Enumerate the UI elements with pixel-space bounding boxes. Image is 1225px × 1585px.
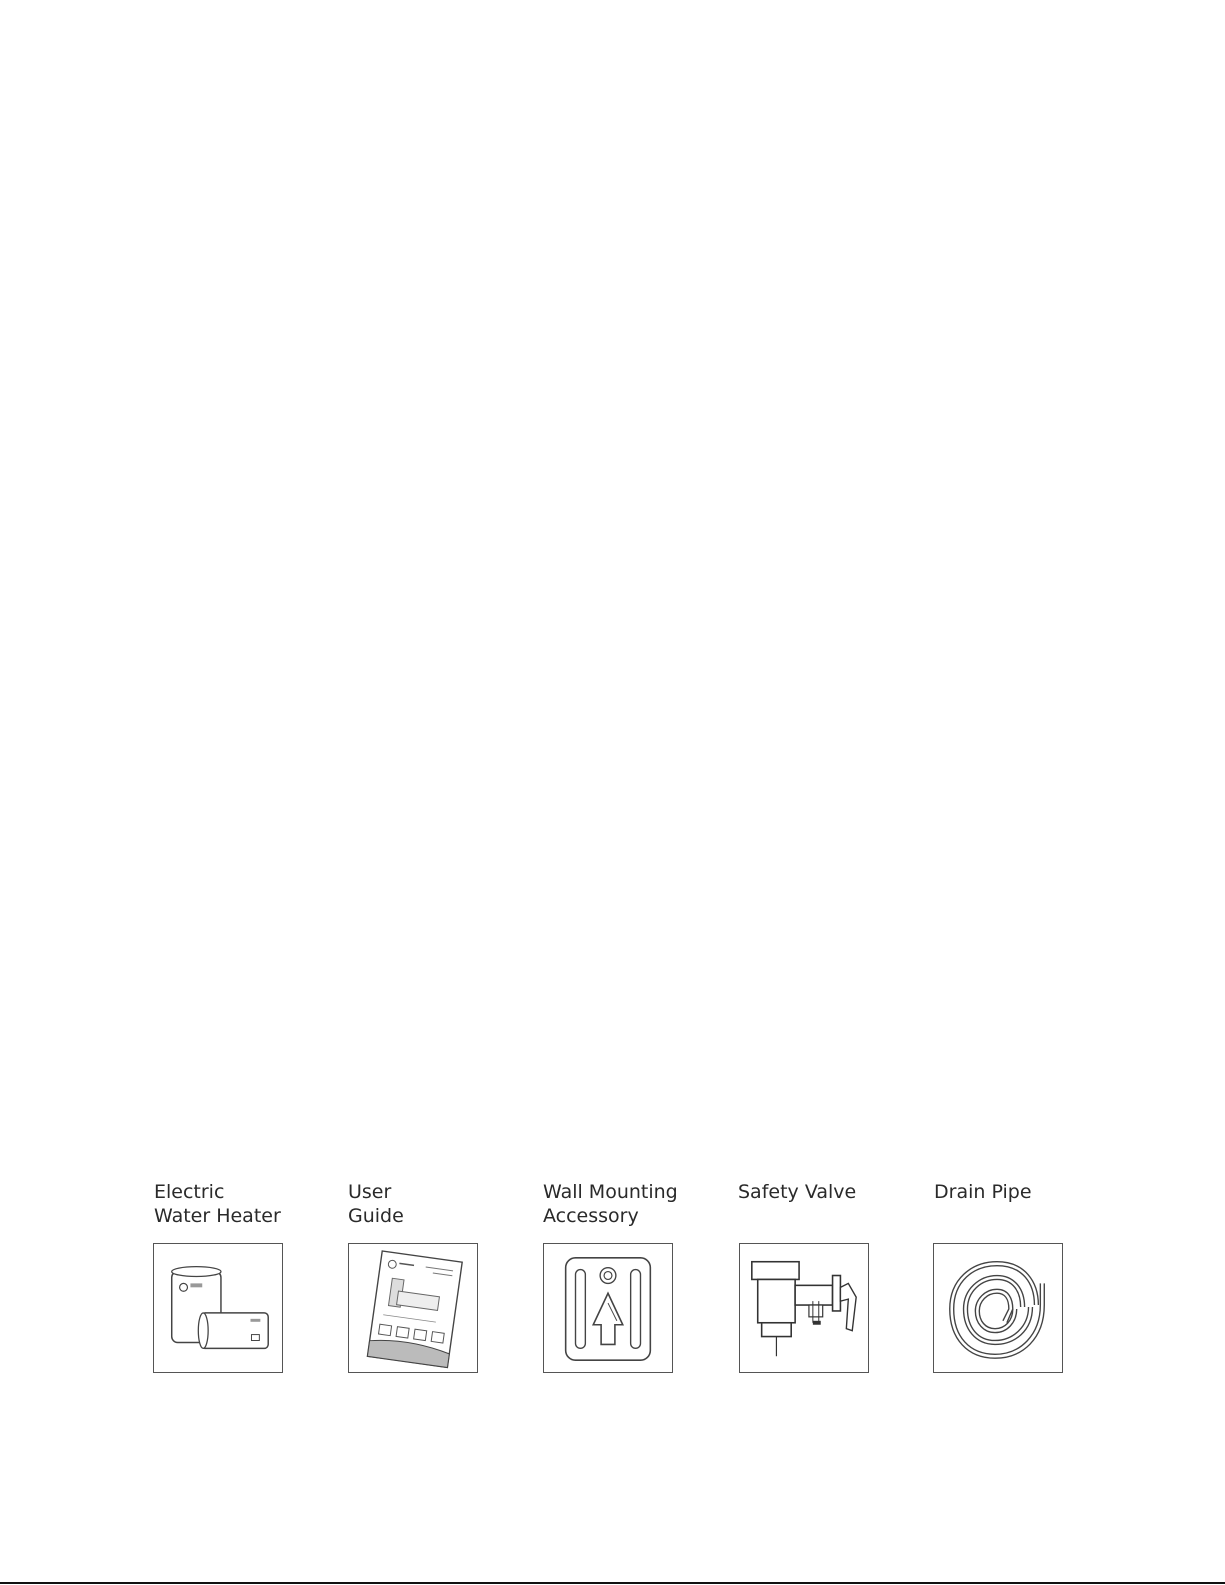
- accessory-label: User Guide: [348, 1181, 404, 1227]
- accessory-label: Electric Water Heater: [154, 1181, 281, 1227]
- user-guide-icon: [348, 1243, 478, 1373]
- accessory-item-water-heater: [154, 1180, 354, 1230]
- wall-mount-icon: [543, 1243, 673, 1373]
- accessory-label: Wall Mounting Accessory: [543, 1181, 678, 1227]
- water-heater-icon: [153, 1243, 283, 1373]
- accessory-label: Safety Valve: [738, 1181, 857, 1203]
- drain-pipe-icon: [933, 1243, 1063, 1373]
- accessory-item-safety-valve: [738, 1180, 938, 1230]
- page-bottom-rule: [0, 1582, 1225, 1584]
- accessory-item-user-guide: [348, 1180, 548, 1230]
- safety-valve-icon: [739, 1243, 869, 1373]
- accessory-item-wall-mount: [543, 1180, 743, 1230]
- accessory-item-drain-pipe: [934, 1180, 1134, 1230]
- accessory-label: Drain Pipe: [934, 1181, 1032, 1203]
